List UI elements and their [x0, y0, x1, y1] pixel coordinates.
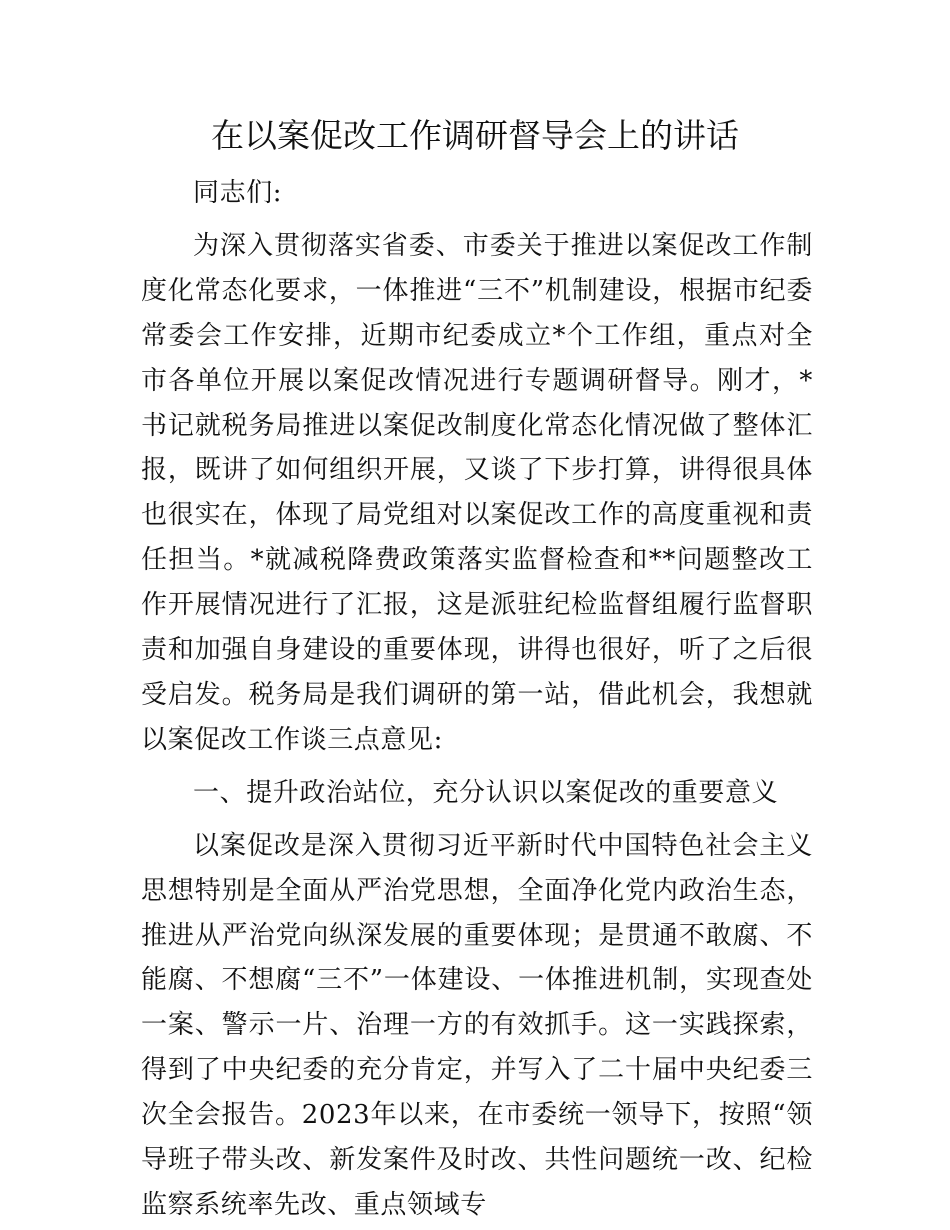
paragraph-gap: [141, 763, 813, 771]
document-title: 在以案促改工作调研督导会上的讲话: [211, 116, 739, 155]
section-heading: 一、提升政治站位，充分认识以案促改的重要意义: [193, 777, 779, 808]
section-paragraph: 以案促改是深入贯彻习近平新时代中国特色社会主义思想特别是全面从严治党思想，全面净化党内政治生态，推进从严治党向纵深发展的重要体现；是贯通不敢腐、不能腐、不想腐“三不”一体建设、一体推进机制，实现查处一案、警示一片、治理一方的有效抓手。这一实践探索，得到了中央纪委的充分肯定，并写入了二十届中央纪委三次全会报告。2023年以来，在市委统一领导下，按照“领导班子带头改、新发案件及时改、共性问题统一改、纪检监察系统率先改、重点领域专: [141, 830, 813, 1220]
intro-paragraph: 为深入贯彻落实省委、市委关于推进以案促改工作制度化常态化要求，一体推进“三不”机制建设，根据市纪委常委会工作安排，近期市纪委成立*个工作组，重点对全市各单位开展以案促改情况进行专题调研督导。刚才，*书记就税务局推进以案促改制度化常态化情况做了整体汇报，既讲了如何组织开展，又谈了下步打算，讲得很具体也很实在，体现了局党组对以案促改工作的高度重视和责任担当。*就减税降费政策落实监督检查和**问题整改工作开展情况进行了汇报，这是派驻纪检监督组履行监督职责和加强自身建设的重要体现，讲得也很好，听了之后很受启发。税务局是我们调研的第一站，借此机会，我想就以案促改工作谈三点意见:: [141, 230, 813, 755]
salutation: 同志们:: [193, 178, 283, 208]
document-body: [141, 171, 813, 1228]
